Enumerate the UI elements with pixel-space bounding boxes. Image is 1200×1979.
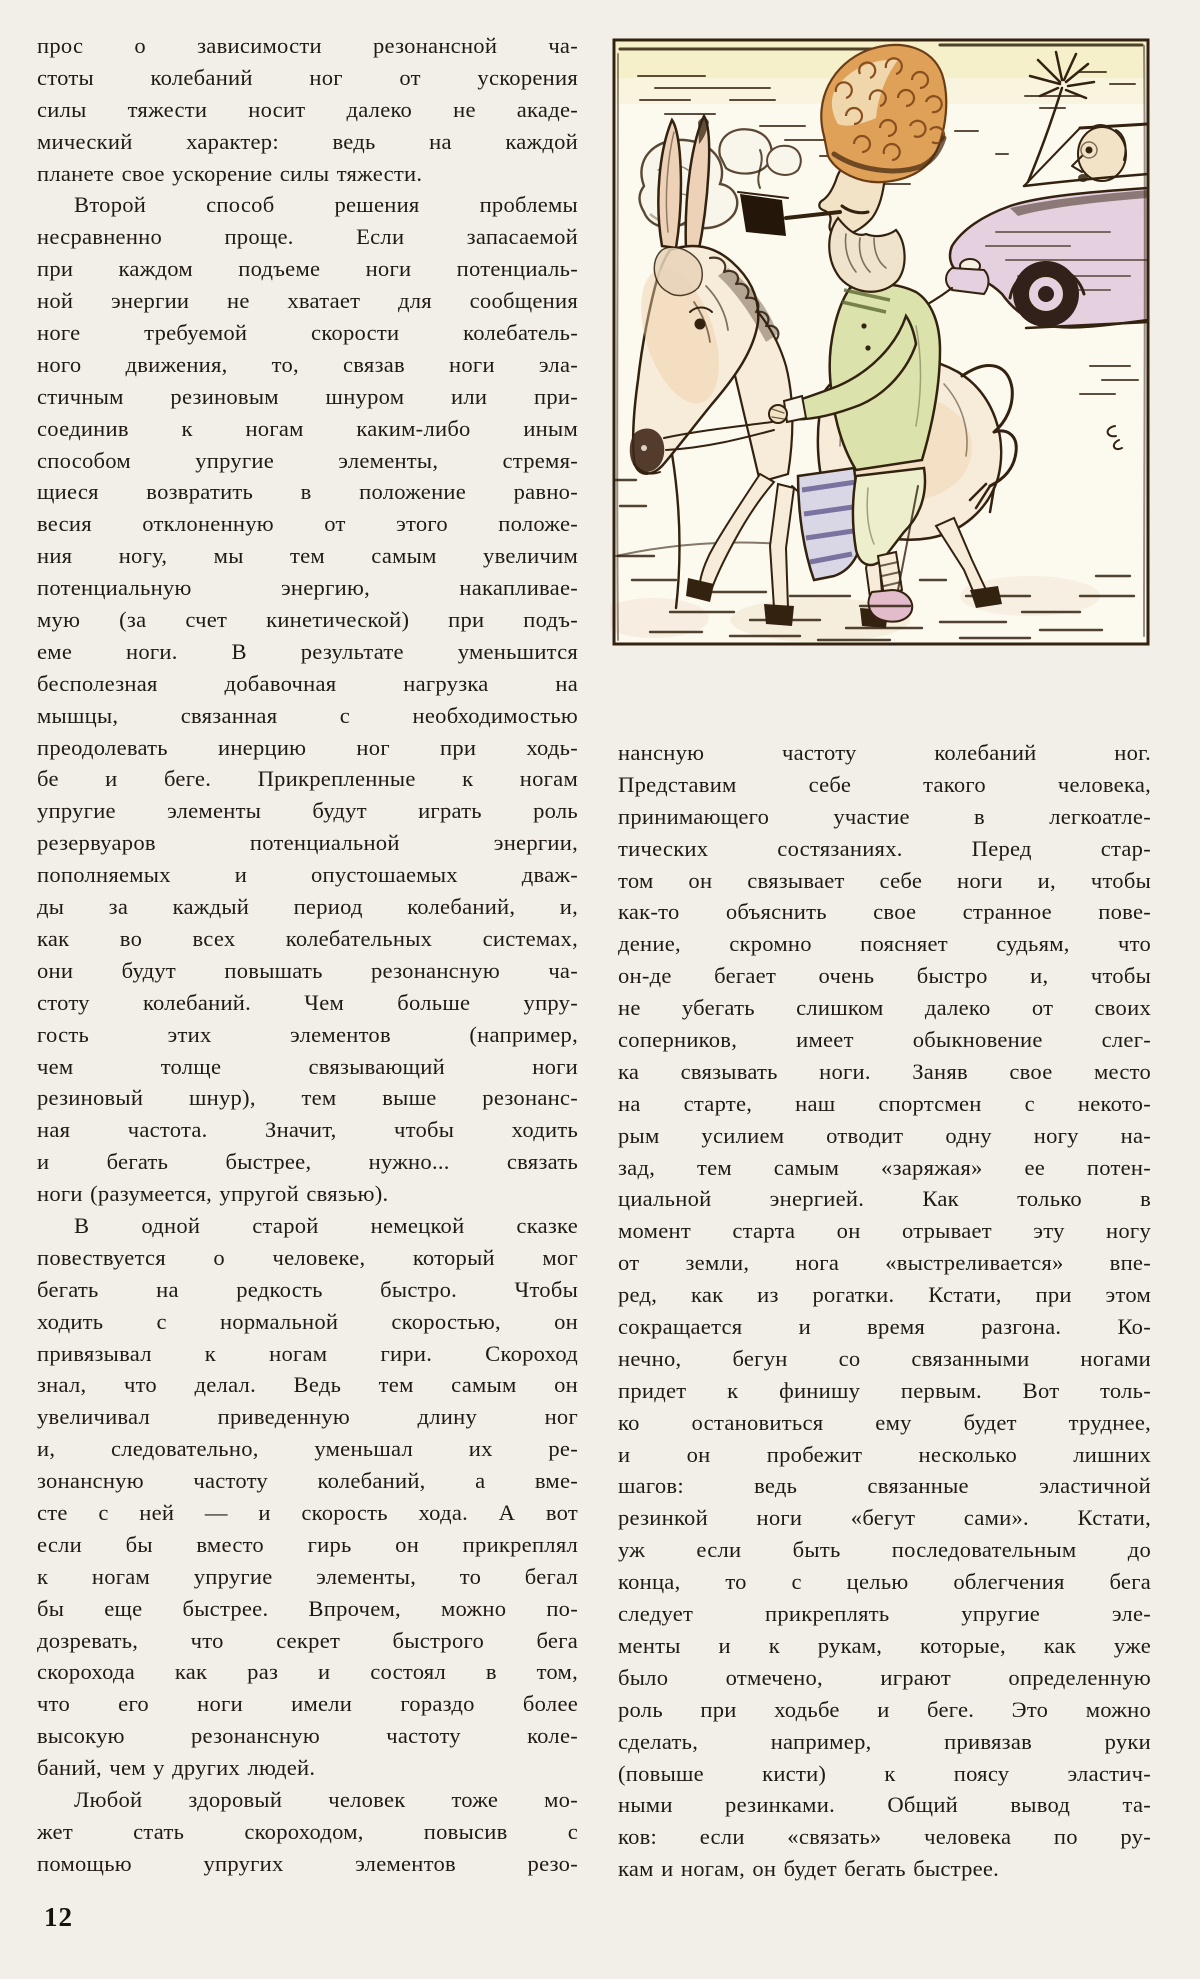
text-line: ка связывать ноги. Заняв свое место	[618, 1058, 1151, 1084]
text-line: от земли, нога «выстреливается» впе-	[618, 1250, 1151, 1276]
text-line: увеличивал приведенную длину ног	[37, 1404, 578, 1430]
text-line: привязывал к ногам гири. Скороход	[37, 1340, 578, 1366]
text-line: способом упругие элементы, стремя-	[37, 447, 578, 473]
text-line: как во всех колебательных системах,	[37, 925, 578, 951]
text-line: стоту колебаний. Чем больше упру-	[37, 989, 578, 1015]
text-line: зонансную частоту колебаний, а вме-	[37, 1468, 578, 1494]
text-line: стоты колебаний ног от ускорения	[37, 64, 578, 90]
text-line: придет к финишу первым. Вот толь-	[618, 1377, 1151, 1403]
text-line: конца, то с целью облегчения бега	[618, 1569, 1151, 1595]
text-line: Любой здоровый человек тоже мо-	[74, 1786, 578, 1812]
text-line: преодолевать инерцию ног при ходь-	[37, 734, 578, 760]
text-line: момент старта он отрывает эту ногу	[618, 1218, 1151, 1244]
text-line: щиеся возвратить в положение равно-	[37, 479, 578, 505]
text-line: менты и к рукам, которые, как уже	[618, 1632, 1151, 1658]
text-line: чем толще связывающий ноги	[37, 1053, 578, 1079]
text-line: уж если быть последовательным до	[618, 1537, 1151, 1563]
text-line: ков: если «связать» человека по ру-	[618, 1824, 1151, 1850]
text-line: к ногам упругие элементы, то бегал	[37, 1563, 578, 1589]
text-line: баний, чем у других людей.	[37, 1755, 316, 1781]
text-line: знал, что делал. Ведь тем самым он	[37, 1372, 578, 1398]
text-line: и он пробежит несколько лишних	[618, 1441, 1151, 1467]
text-line: скорохода как раз и состоял в том,	[37, 1659, 578, 1685]
text-line: ноге требуемой скорости колебатель-	[37, 320, 578, 346]
text-line: мышцы, связанная с необходимостью	[37, 702, 578, 728]
text-line: они будут повышать резонансную ча-	[37, 957, 578, 983]
text-line: и, следовательно, уменьшал их ре-	[37, 1436, 578, 1462]
text-line: как-то объяснить свое странное пове-	[618, 899, 1151, 925]
text-line: роль при ходьбе и беге. Это можно	[618, 1696, 1151, 1722]
text-line: гость этих элементов (например,	[37, 1021, 578, 1047]
page-number: 12	[44, 1902, 73, 1932]
text-line: ния ногу, мы тем самым увеличим	[37, 543, 578, 569]
illustration-donkey-rider	[610, 36, 1152, 648]
text-line: планете свое ускорение силы тяжести.	[37, 160, 423, 186]
right-text-column	[618, 737, 1151, 1885]
text-line: нансную частоту колебаний ног.	[618, 740, 1151, 765]
text-line: потенциальную энергию, накапливае-	[37, 575, 578, 601]
text-line: повествуется о человеке, который мог	[37, 1244, 578, 1270]
text-line: бесполезная добавочная нагрузка на	[37, 670, 578, 696]
text-line: он-де бегает очень быстро и, чтобы	[618, 963, 1151, 989]
text-line: принимающего участие в легкоатле-	[618, 803, 1151, 829]
text-line: мический характер: ведь на каждой	[37, 128, 578, 154]
text-line: (повыше кисти) к поясу эластич-	[618, 1760, 1151, 1786]
text-line: что его ноги имели гораздо более	[37, 1691, 578, 1717]
text-line: пополняемых и опустошаемых дваж-	[37, 862, 578, 888]
text-line: бы еще быстрее. Впрочем, можно по-	[37, 1595, 578, 1621]
text-line: еме ноги. В результате уменьшится	[37, 638, 578, 664]
text-line: следует прикреплять упругие эле-	[618, 1601, 1151, 1627]
text-line: ред, как из рогатки. Кстати, при этом	[618, 1282, 1151, 1308]
text-line: ды за каждый период колебаний, и,	[37, 894, 578, 920]
text-line: ко остановиться ему будет труднее,	[618, 1409, 1151, 1435]
text-line: шагов: ведь связанные эластичной	[618, 1473, 1151, 1499]
text-line: ходить с нормальной скоростью, он	[37, 1308, 578, 1334]
text-line: было отмечено, играют определенную	[618, 1664, 1151, 1690]
text-line: ными резинками. Общий вывод та-	[618, 1792, 1151, 1818]
text-line: несравненно проще. Если запасаемой	[37, 224, 578, 250]
text-line: циальной энергией. Как только в	[618, 1186, 1151, 1212]
text-line: упругие элементы будут играть роль	[37, 798, 578, 824]
text-line: рым усилием отводит одну ногу на-	[618, 1122, 1151, 1148]
text-line: соперников, имеет обыкновение слег-	[618, 1027, 1151, 1053]
text-line: не убегать слишком далеко от своих	[618, 995, 1151, 1021]
text-line: и бегать быстрее, нужно... связать	[37, 1149, 578, 1175]
text-line: дение, скромно поясняет судьям, что	[618, 931, 1151, 957]
left-text-column	[37, 30, 578, 1880]
text-line: том он связывает себе ноги и, чтобы	[618, 867, 1151, 893]
text-line: жет стать скороходом, повысив с	[37, 1818, 578, 1844]
text-line: Представим себе такого человека,	[618, 771, 1151, 797]
text-line: ной энергии не хватает для сообщения	[37, 288, 578, 314]
text-line: ного движения, то, связав ноги эла-	[37, 351, 578, 377]
text-line: бе и беге. Прикрепленные к ногам	[37, 766, 578, 792]
text-line: резинкой ноги «бегут сами». Кстати,	[618, 1505, 1151, 1531]
text-line: на старте, наш спортсмен с некото-	[618, 1090, 1151, 1116]
text-line: сте с ней — и скорость хода. А вот	[37, 1499, 578, 1525]
text-line: нечно, бегун со связанными ногами	[618, 1345, 1151, 1371]
text-line: прос о зависимости резонансной ча-	[37, 33, 578, 58]
text-line: сокращается и время разгона. Ко-	[618, 1314, 1151, 1340]
text-line: резиновый шнур), тем выше резонанс-	[37, 1085, 578, 1111]
text-line: если бы вместо гирь он прикреплял	[37, 1531, 578, 1557]
text-line: помощью упругих элементов резо-	[37, 1850, 578, 1876]
text-line: сделать, например, привязав руки	[618, 1728, 1151, 1754]
text-line: силы тяжести носит далеко не акаде-	[37, 96, 578, 122]
text-line: при каждом подъеме ноги потенциаль-	[37, 256, 578, 282]
text-line: высокую резонансную частоту коле-	[37, 1723, 578, 1749]
text-line: зад, тем самым «заряжая» ее потен-	[618, 1154, 1151, 1180]
text-line: стичным резиновым шнуром или при-	[37, 383, 578, 409]
text-line: резервуаров потенциальной энергии,	[37, 830, 578, 856]
text-line: Второй способ решения проблемы	[74, 192, 578, 218]
text-line: соединив к ногам каким-либо иным	[37, 415, 578, 441]
text-line: кам и ногам, он будет бегать быстрее.	[618, 1856, 1000, 1882]
text-line: дозревать, что секрет быстрого бега	[37, 1627, 578, 1653]
text-line: тических состязаниях. Перед стар-	[618, 835, 1151, 861]
text-line: ноги (разумеется, упругой связью).	[37, 1181, 389, 1207]
text-line: ная частота. Значит, чтобы ходить	[37, 1117, 578, 1143]
text-line: В одной старой немецкой сказке	[74, 1212, 578, 1238]
text-line: весия отклоненную от этого положе-	[37, 511, 578, 537]
text-line: бегать на редкость быстро. Чтобы	[37, 1276, 578, 1302]
text-line: мую (за счет кинетической) при подъ-	[37, 607, 578, 633]
